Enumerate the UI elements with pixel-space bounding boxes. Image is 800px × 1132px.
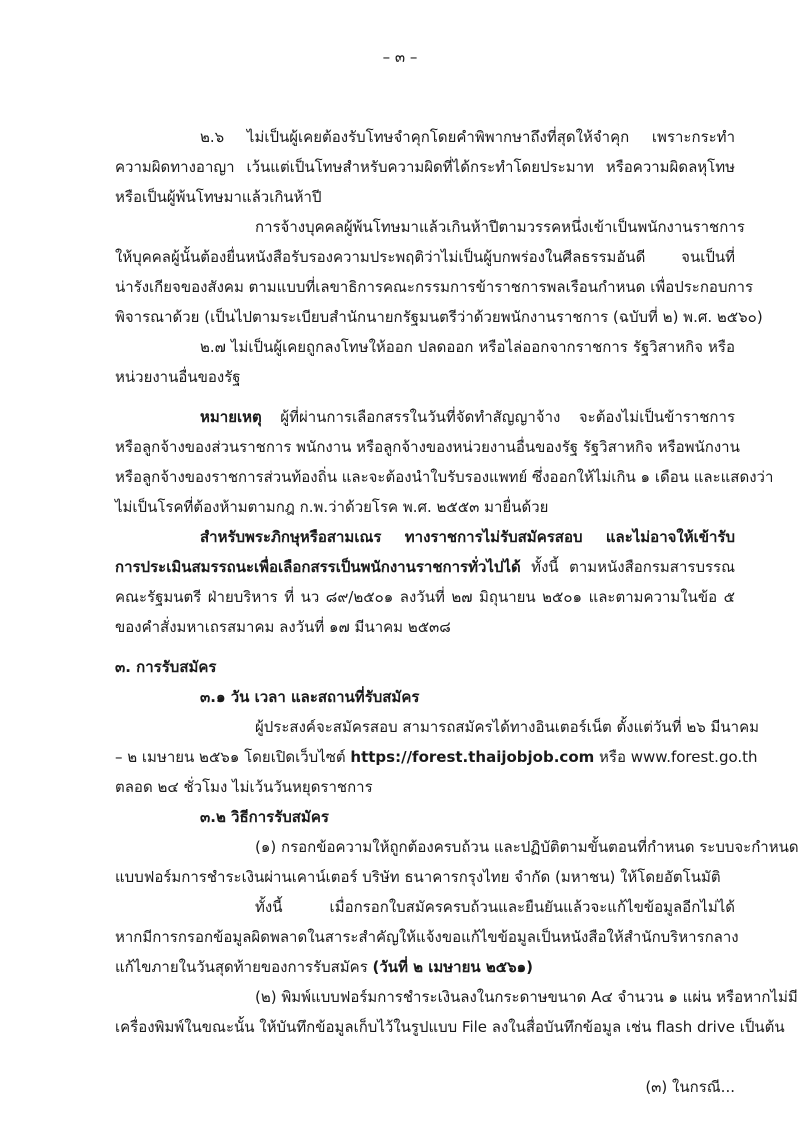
- bold-text: (วันที่ ๒ เมษายน ๒๕๖๑): [372, 958, 534, 976]
- text-line: [115, 745, 758, 769]
- bold-text: หมายเหตุ: [200, 408, 262, 426]
- bold-text: สำหรับพระภิกษุหรือสามเณร ทางราชการไม่รับสมัครสอบ และไม่อาจให้เข้ารับ: [200, 528, 735, 546]
- text-segment: หรือลูกจ้างของส่วนราชการ พนักงาน หรือลูกจ้างของหน่วยงานอื่นของรัฐ รัฐวิสาหกิจ หรือพนักงาน: [115, 438, 740, 456]
- text-segment: ทั้งนี้ ตามหนังสือกรมสารบรรณ: [520, 558, 735, 576]
- text-segment: การจ้างบุคคลผู้พ้นโทษมาแล้วเกินห้าปีตามวรรคหนึ่งเข้าเป็นพนักงานราชการ: [255, 218, 745, 236]
- text-line: [200, 685, 735, 709]
- text-line: [600, 1075, 735, 1099]
- bold-text: การประเมินสมรรถนะเพื่อเลือกสรรเป็นพนักงานราชการทั่วไปได้: [115, 558, 521, 576]
- text-line: [115, 495, 735, 519]
- text-segment: น่ารังเกียจของสังคม ตามแบบที่เลขาธิการคณะกรรมการข้าราชการพลเรือนกำหนด เพื่อประกอบการ: [115, 278, 754, 296]
- text-line: [115, 245, 735, 269]
- text-segment: (๓) ในกรณี...: [645, 1078, 735, 1096]
- text-segment: เครื่องพิมพ์ในขณะนั้น ให้บันทึกข้อมูลเก็บไว้ในรูปแบบ File ลงในสื่อบันทึกข้อมูล เช่น flash drive เป็นต้น: [115, 1018, 785, 1036]
- text-segment: ความผิดทางอาญา เว้นแต่เป็นโทษสำหรับความผิดที่ได้กระทำโดยประมาท หรือความผิดลหุโทษ: [115, 158, 735, 176]
- text-segment: คณะรัฐมนตรี ฝ่ายบริหาร ที่ นว ๘๙/๒๕๐๑ ลงวันที่ ๒๗ มิถุนายน ๒๕๐๑ และตามความในข้อ ๕: [115, 588, 735, 606]
- text-segment: ผู้ประสงค์จะสมัครสอบ สามารถสมัครได้ทางอินเตอร์เน็ต ตั้งแต่วันที่ ๒๖ มีนาคม: [255, 718, 760, 736]
- text-segment: ทั้งนี้ เมื่อกรอกใบสมัครครบถ้วนและยืนยันแล้วจะแก้ไขข้อมูลอีกไม่ได้: [255, 898, 735, 916]
- text-line: [115, 775, 735, 799]
- bold-text: ๓.๒ วิธีการรับสมัคร: [200, 808, 329, 826]
- text-line: [255, 985, 798, 1009]
- text-line: [200, 335, 735, 359]
- bold-text: ๓. การรับสมัคร: [115, 658, 217, 676]
- text-segment: ให้บุคคลผู้นั้นต้องยื่นหนังสือรับรองความประพฤติว่าไม่เป็นผู้บกพร่องในศีลธรรมอันดี จนเป็นที่: [115, 248, 735, 266]
- text-line: [115, 435, 740, 459]
- text-segment: หากมีการกรอกข้อมูลผิดพลาดในสาระสำคัญให้แจ้งขอแก้ไขข้อมูลเป็นหนังสือให้สำนักบริหารกลาง: [115, 928, 739, 946]
- text-segment: แบบฟอร์มการชำระเงินผ่านเคาน์เตอร์ บริษัท ธนาคารกรุงไทย จำกัด (มหาชน) ให้โดยอัตโนมัติ: [115, 868, 721, 886]
- text-line: [200, 805, 735, 829]
- text-segment: หรือ: [594, 748, 631, 766]
- text-line: [115, 925, 739, 949]
- text-line: [115, 275, 754, 299]
- text-segment: (๑) กรอกข้อความให้ถูกต้องครบถ้วน และปฏิบัติตามขั้นตอนที่กำหนด ระบบจะกำหนด: [255, 838, 799, 856]
- text-line: [200, 125, 735, 149]
- text-line: [115, 585, 735, 609]
- text-segment: ๒.๖ ไม่เป็นผู้เคยต้องรับโทษจำคุกโดยคำพิพากษาถึงที่สุดให้จำคุก เพราะกระทำ: [200, 128, 735, 146]
- text-segment: ผู้ที่ผ่านการเลือกสรรในวันที่จัดทำสัญญาจ้าง จะต้องไม่เป็นข้าราชการ: [261, 408, 735, 426]
- page-number: – ๓ –: [382, 48, 418, 66]
- text-line: [115, 185, 735, 209]
- text-segment: ๒.๗ ไม่เป็นผู้เคยถูกลงโทษให้ออก ปลดออก หรือไล่ออกจากราชการ รัฐวิสาหกิจ หรือ: [200, 338, 735, 356]
- text-segment: ตลอด ๒๔ ชั่วโมง ไม่เว้นวันหยุดราชการ: [115, 778, 373, 796]
- text-segment: หน่วยงานอื่นของรัฐ: [115, 368, 241, 386]
- text-line: [115, 1015, 785, 1039]
- text-segment: – ๒ เมษายน ๒๕๖๑ โดยเปิดเว็บไซต์: [115, 748, 351, 766]
- text-segment: (๒) พิมพ์แบบฟอร์มการชำระเงินลงในกระดาษขนาด A๔ จำนวน ๑ แผ่น หรือหากไม่มี: [255, 988, 798, 1006]
- bold-text: ๓.๑ วัน เวลา และสถานที่รับสมัคร: [200, 688, 420, 706]
- text-line: [200, 525, 735, 549]
- text-line: [115, 305, 763, 329]
- text-line: [255, 715, 760, 739]
- text-line: [115, 955, 735, 979]
- text-line: [255, 835, 799, 859]
- text-line: [115, 655, 735, 679]
- text-line: [115, 555, 735, 579]
- text-line: [200, 405, 735, 429]
- text-line: [115, 465, 774, 489]
- text-segment: ของคำสั่งมหาเถรสมาคม ลงวันที่ ๑๗ มีนาคม ๒๕๓๘: [115, 618, 451, 636]
- text-line: [255, 215, 745, 239]
- text-segment: หรือลูกจ้างของราชการส่วนท้องถิ่น และจะต้องนำใบรับรองแพทย์ ซึ่งออกให้ไม่เกิน ๑ เดือน และแสดงว่า: [115, 468, 774, 486]
- text-segment: แก้ไขภายในวันสุดท้ายของการรับสมัคร: [115, 958, 373, 976]
- website-link[interactable]: www.forest.go.th: [630, 748, 758, 766]
- text-line: [115, 865, 735, 889]
- text-segment: หรือเป็นผู้พ้นโทษมาแล้วเกินห้าปี: [115, 188, 322, 206]
- website-link[interactable]: https://forest.thaijobjob.com: [350, 748, 595, 766]
- text-segment: พิจารณาด้วย (เป็นไปตามระเบียบสำนักนายกรัฐมนตรีว่าด้วยพนักงานราชการ (ฉบับที่ ๒) พ.ศ. ๒๕๖๐): [115, 308, 763, 326]
- text-line: [115, 365, 735, 389]
- text-segment: ไม่เป็นโรคที่ต้องห้ามตามกฎ ก.พ.ว่าด้วยโรค พ.ศ. ๒๕๕๓ มายื่นด้วย: [115, 498, 549, 516]
- text-line: [115, 615, 735, 639]
- text-line: [255, 895, 735, 919]
- text-line: [115, 155, 735, 179]
